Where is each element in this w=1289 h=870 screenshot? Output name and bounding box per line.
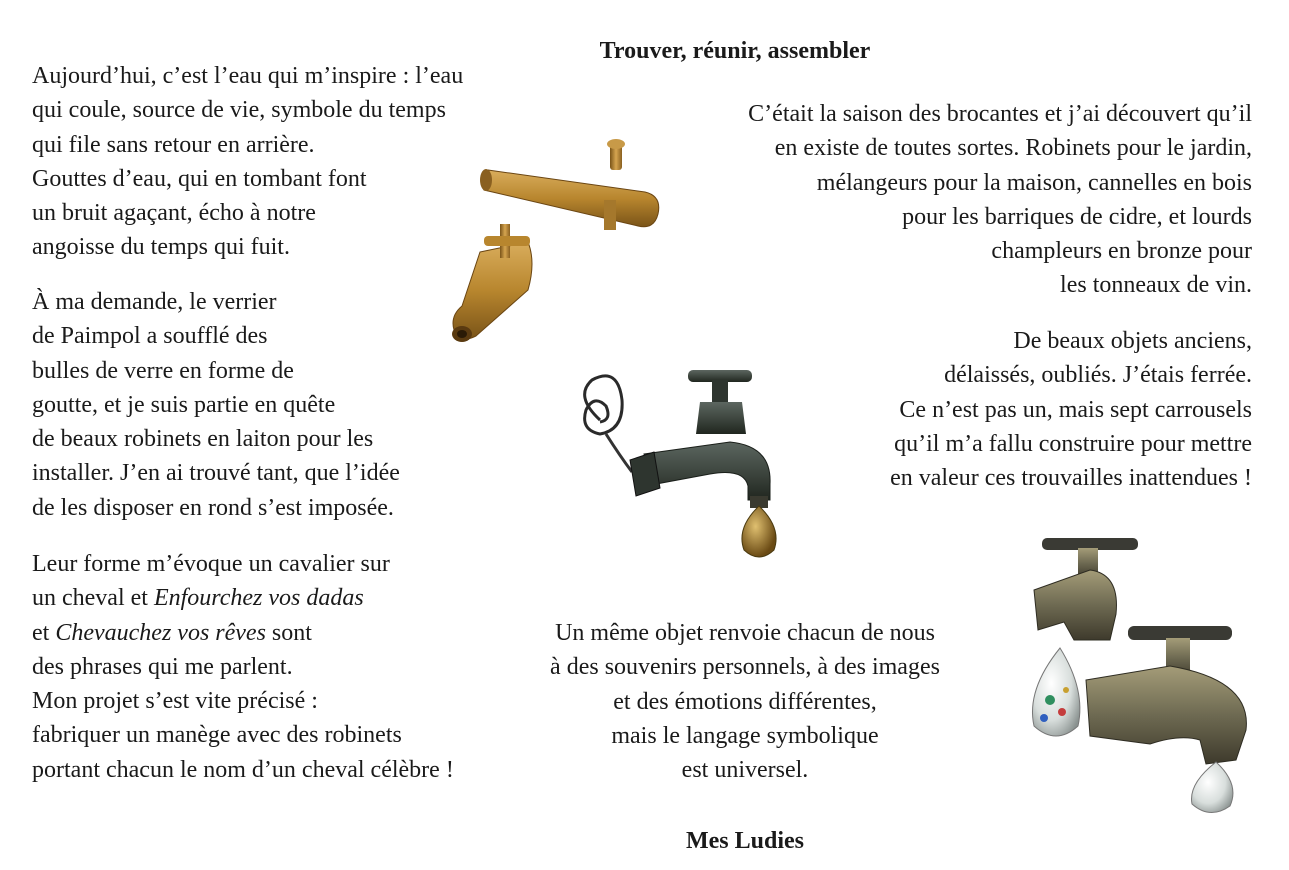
text-line: fabriquer un manège avec des robinets — [32, 722, 402, 749]
right-paragraph-2 — [890, 324, 1252, 495]
right-paragraph-1 — [748, 97, 1252, 303]
text-line — [32, 616, 454, 650]
text-line: installer. J’en ai trouvé tant, que l’idée — [32, 460, 400, 487]
text-line: des phrases qui me parlent. — [32, 653, 293, 680]
text-fragment: sont — [265, 619, 312, 646]
text-line: Gouttes d’eau, qui en tombant font — [32, 165, 367, 192]
text-line: qu’il m’a fallu construire pour mettre — [894, 430, 1252, 457]
text-line: les tonneaux de vin. — [1060, 272, 1252, 299]
text-line: Un même objet renvoie chacun de nous — [555, 620, 935, 646]
text-line: et des émotions différentes, — [613, 688, 877, 715]
left-paragraph-1 — [32, 59, 463, 265]
text-line: Mon projet s’est vite précisé : — [32, 688, 318, 715]
text-line: goutte, et je suis partie en quête — [32, 391, 336, 418]
text-line: qui file sans retour en arrière. — [32, 131, 315, 158]
center-paragraph — [500, 616, 990, 787]
text-line: mais le langage symbolique — [611, 722, 879, 749]
left-paragraph-3 — [32, 547, 454, 787]
text-line: pour les barriques de cidre, et lourds — [902, 203, 1252, 230]
text-fragment: et — [32, 619, 56, 646]
text-fragment: un cheval et — [32, 585, 154, 612]
text-line: est universel. — [681, 757, 809, 784]
text-line: champleurs en bronze pour — [991, 238, 1252, 265]
text-line: délaissés, oubliés. J’étais ferrée. — [944, 362, 1252, 389]
italic-phrase: Chevauchez vos rêves — [55, 619, 266, 646]
text-line: mélangeurs pour la maison, cannelles en bois — [816, 169, 1252, 196]
italic-phrase: Enfourchez vos dadas — [153, 585, 364, 612]
iron-faucet-with-spring-icon — [560, 360, 790, 580]
text-line: À ma demande, le verrier — [32, 289, 277, 315]
text-line: de les disposer en rond s’est imposée. — [32, 494, 394, 521]
text-line: C’était la saison des brocantes et j’ai découvert qu’il — [748, 101, 1252, 127]
text-line: qui coule, source de vie, symbole du temps — [32, 97, 446, 124]
text-line: à des souvenirs personnels, à des images — [550, 654, 940, 681]
text-line: Aujourd’hui, c’est l’eau qui m’inspire : l’eau — [32, 63, 464, 89]
page-title: Trouver, réunir, assembler — [599, 38, 871, 64]
signature: Mes Ludies — [685, 828, 804, 854]
text-line: Leur forme m’évoque un cavalier sur — [32, 551, 390, 577]
text-line: Ce n’est pas un, mais sept carrousels — [899, 396, 1252, 423]
text-line — [32, 581, 454, 615]
left-paragraph-2 — [32, 285, 400, 525]
bronze-taps-with-glass-drops-icon — [1020, 530, 1270, 820]
wooden-barrel-tap-icon — [440, 130, 670, 360]
text-line: De beaux objets anciens, — [1013, 328, 1252, 354]
text-line: un bruit agaçant, écho à notre — [32, 200, 316, 227]
text-line: en valeur ces trouvailles inattendues ! — [890, 465, 1252, 492]
text-line: de beaux robinets en laiton pour les — [32, 426, 374, 453]
text-line: bulles de verre en forme de — [32, 357, 294, 384]
text-line: portant chacun le nom d’un cheval célèbre ! — [32, 756, 454, 783]
text-line: de Paimpol a soufflé des — [32, 323, 268, 350]
text-line: en existe de toutes sortes. Robinets pour le jardin, — [774, 135, 1252, 162]
text-line: angoisse du temps qui fuit. — [32, 234, 290, 261]
